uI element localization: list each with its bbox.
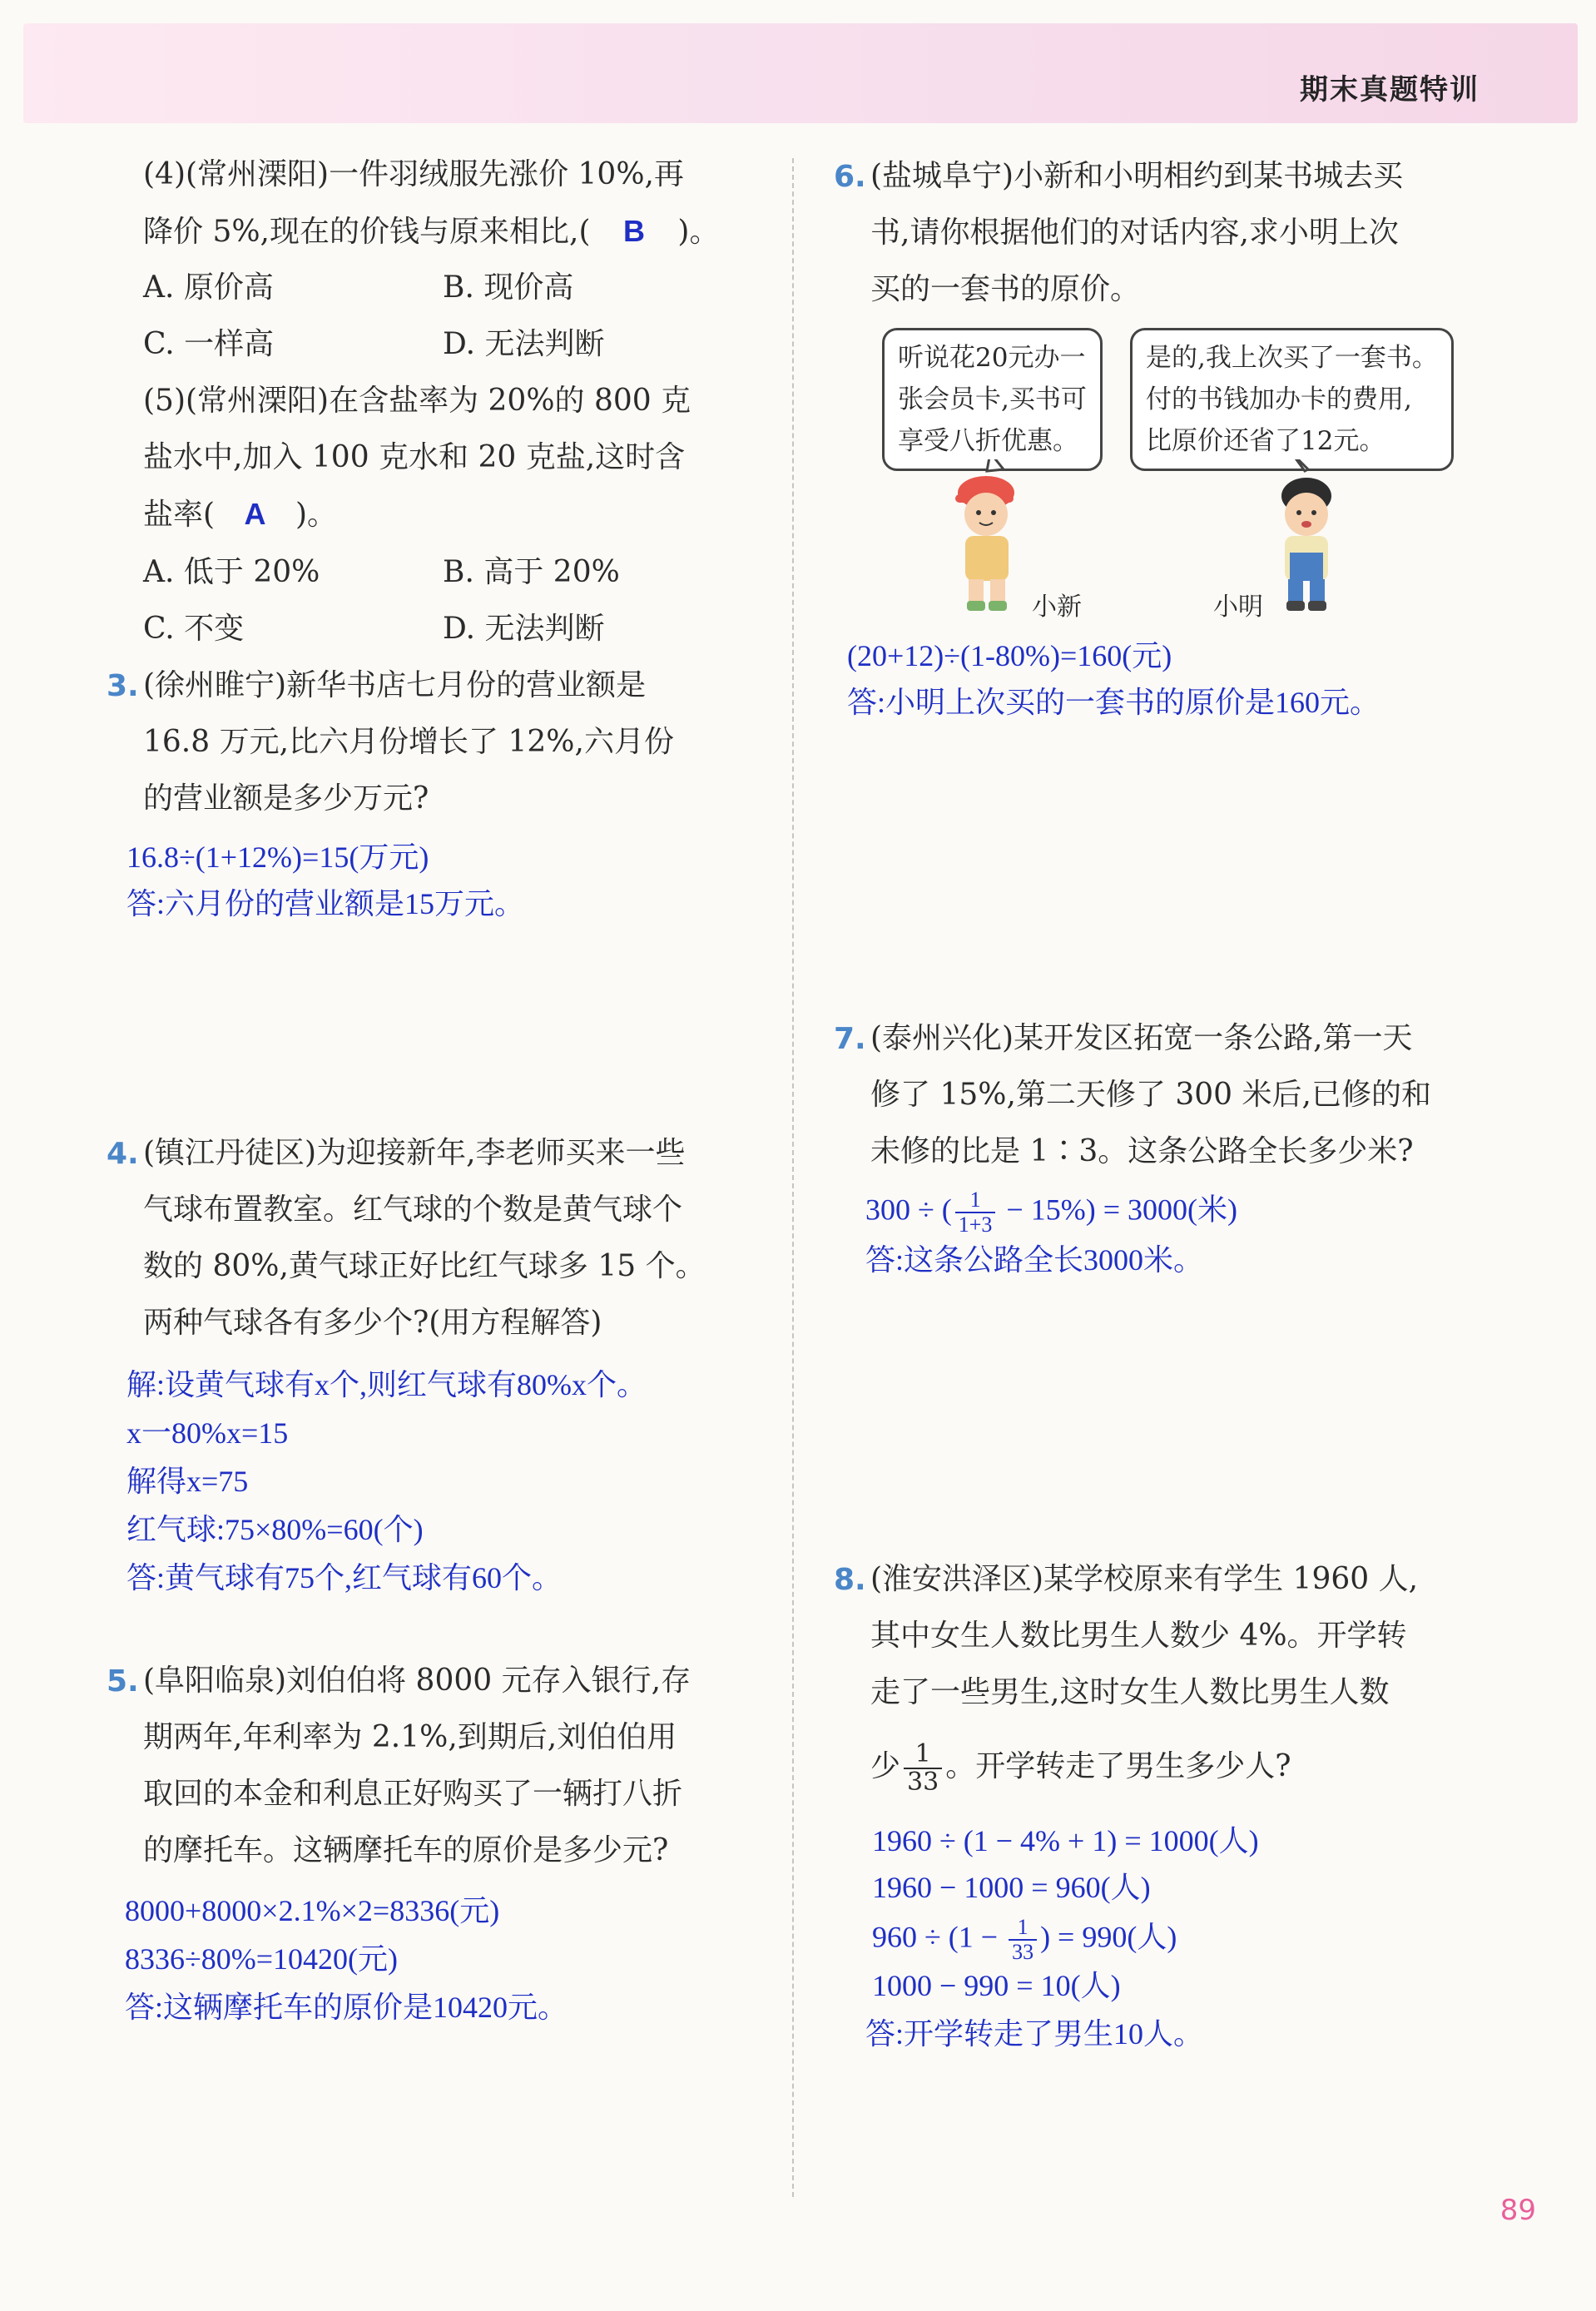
q4-answer-4: 红气球:75×80%=60(个) (126, 1513, 424, 1546)
bubble-left-line1: 听说花20元办一 (898, 343, 1086, 373)
q2-5-option-d: D. 无法判断 (443, 612, 605, 646)
q8-line4 (870, 1741, 1291, 1796)
q6-line3: 买的一套书的原价。 (870, 272, 1141, 306)
xiaoming-illustration (1256, 459, 1356, 617)
q2-4-option-b: B. 现价高 (443, 270, 574, 305)
q8-answer-2: 1960 − 1000 = 960(人) (872, 1871, 1151, 1904)
bubble-left-line2: 张会员卡,买书可 (898, 384, 1087, 414)
bubble-right-line3: 比原价还省了12元。 (1146, 426, 1385, 456)
q8-answer-3-post: ) = 990(人) (1040, 1920, 1177, 1954)
q5-answer-1: 8000+8000×2.1%×2=8336(元) (125, 1894, 500, 1927)
q8-answer-fraction-numerator: 1 (1009, 1916, 1037, 1941)
q2-5-answer: A (244, 497, 266, 531)
q2-5-option-c: C. 不变 (143, 612, 245, 646)
q4-answer-5: 答:黄气球有75个,红气球有60个。 (126, 1561, 563, 1594)
q3-answer-2: 答:六月份的营业额是15万元。 (126, 887, 525, 920)
q6-number: 6. (834, 160, 866, 194)
q2-5-line3-post: )。 (295, 498, 337, 532)
xiaoxin-label: 小新 (1032, 593, 1082, 622)
q8-answer-3-pre: 960 ÷ (1 − (872, 1920, 1006, 1954)
q8-answer-5: 答:开学转走了男生10人。 (865, 2017, 1204, 2051)
q2-5-option-b: B. 高于 20% (443, 555, 620, 589)
q7-line3: 未修的比是 1∶3。这条公路全长多少米? (870, 1134, 1414, 1168)
q5-line3: 取回的本金和利息正好购买了一辆打八折 (143, 1777, 683, 1811)
q4-line3: 数的 80%,黄气球正好比红气球多 15 个。 (143, 1249, 706, 1283)
q6-line2: 书,请你根据他们的对话内容,求小明上次 (870, 216, 1399, 250)
section-title: 期末真题特训 (1300, 73, 1480, 107)
q4-answer-2: x一80%x=15 (126, 1416, 289, 1450)
speech-bubble-xiaoming (1130, 328, 1454, 471)
q8-fraction (904, 1741, 942, 1796)
bubble-left-line3: 享受八折优惠。 (898, 426, 1078, 456)
q2-4-option-a: A. 原价高 (143, 270, 274, 305)
column-divider (792, 158, 794, 2197)
q8-fraction-numerator: 1 (904, 1741, 942, 1769)
q3-line1: (徐州睢宁)新华书店七月份的营业额是 (143, 668, 647, 702)
q8-answer-3 (872, 1916, 1177, 1964)
q2-4-option-d: D. 无法判断 (443, 327, 605, 361)
q3-answer-1: 16.8÷(1+12%)=15(万元) (126, 841, 429, 874)
q5-line1: (阜阳临泉)刘伯伯将 8000 元存入银行,存 (143, 1664, 691, 1698)
q2-4-line2 (143, 211, 719, 252)
q2-5-line3-pre: 盐率( (143, 498, 216, 532)
xiaoxin-illustration (940, 459, 1040, 617)
q2-5-line3 (143, 494, 337, 535)
q4-line1: (镇江丹徒区)为迎接新年,李老师买来一些 (143, 1136, 686, 1170)
q8-line3: 走了一些男生,这时女生人数比男生人数 (870, 1675, 1390, 1709)
q4-line4: 两种气球各有多少个?(用方程解答) (143, 1306, 602, 1340)
q5-answer-3: 答:这辆摩托车的原价是10420元。 (125, 1991, 568, 2024)
q2-5-option-a: A. 低于 20% (143, 555, 320, 589)
q7-answer-1-pre: 300 ÷ ( (865, 1193, 952, 1227)
q8-answer-fraction-denominator: 33 (1012, 1940, 1034, 1964)
q8-answer-1: 1960 ÷ (1 − 4% + 1) = 1000(人) (872, 1824, 1259, 1857)
q4-line2: 气球布置教室。红气球的个数是黄气球个 (143, 1193, 683, 1227)
q6-answer-1: (20+12)÷(1-80%)=160(元) (847, 639, 1172, 672)
q3-number: 3. (107, 669, 139, 703)
q7-answer-1-post: − 15%) = 3000(米) (999, 1193, 1237, 1227)
speech-bubble-xiaoxin (882, 328, 1103, 471)
q8-number: 8. (834, 1563, 866, 1597)
q5-line4: 的摩托车。这辆摩托车的原价是多少元? (143, 1833, 669, 1867)
bubble-right-line2: 付的书钱加办卡的费用, (1146, 384, 1412, 414)
q7-line2: 修了 15%,第二天修了 300 米后,已修的和 (870, 1078, 1431, 1112)
q8-line1: (淮安洪泽区)某学校原来有学生 1960 人, (870, 1562, 1419, 1596)
q6-answer-2: 答:小明上次买的一套书的原价是160元。 (847, 686, 1380, 719)
q8-line4-pre: 少 (870, 1749, 901, 1783)
q5-number: 5. (107, 1664, 139, 1699)
q8-line2: 其中女生人数比男生人数少 4%。开学转 (870, 1619, 1407, 1653)
q8-fraction-denominator: 33 (907, 1768, 939, 1797)
q2-4-answer: B (622, 214, 645, 248)
q7-fraction-denominator: 1+3 (958, 1213, 993, 1237)
q5-answer-2: 8336÷80%=10420(元) (125, 1942, 399, 1976)
q7-line1: (泰州兴化)某开发区拓宽一条公路,第一天 (870, 1021, 1413, 1055)
q8-line4-post: 。开学转走了男生多少人? (945, 1749, 1291, 1783)
page-number: 89 (1499, 2194, 1536, 2227)
q3-line3: 的营业额是多少万元? (143, 781, 429, 816)
q7-number: 7. (834, 1022, 866, 1056)
q6-line1: (盐城阜宁)小新和小明相约到某书城去买 (870, 159, 1404, 193)
q3-line2: 16.8 万元,比六月份增长了 12%,六月份 (143, 725, 674, 759)
q8-answer-4: 1000 − 990 = 10(人) (872, 1969, 1121, 2002)
q7-answer-2: 答:这条公路全长3000米。 (865, 1243, 1204, 1277)
q8-answer-fraction (1009, 1916, 1037, 1964)
q2-5-line2: 盐水中,加入 100 克水和 20 克盐,这时含 (143, 440, 686, 474)
q7-answer-fraction (955, 1188, 996, 1237)
q2-4-option-c: C. 一样高 (143, 327, 275, 361)
q2-5-line1: (5)(常州溧阳)在含盐率为 20%的 800 克 (143, 384, 691, 418)
q2-4-line1: (4)(常州溧阳)一件羽绒服先涨价 10%,再 (143, 157, 684, 191)
q4-answer-3: 解得x=75 (126, 1465, 249, 1498)
q5-line2: 期两年,年利率为 2.1%,到期后,刘伯伯用 (143, 1720, 677, 1754)
q2-4-line2-post: )。 (677, 215, 720, 249)
q4-number: 4. (107, 1137, 139, 1171)
q7-fraction-numerator: 1 (955, 1188, 996, 1213)
q7-answer-1 (865, 1188, 1237, 1237)
xiaoming-label: 小明 (1213, 593, 1263, 622)
q2-4-line2-pre: 降价 5%,现在的价钱与原来相比,( (143, 215, 591, 249)
q4-answer-1: 解:设黄气球有x个,则红气球有80%x个。 (126, 1368, 647, 1401)
bubble-right-line1: 是的,我上次买了一套书。 (1146, 343, 1438, 373)
